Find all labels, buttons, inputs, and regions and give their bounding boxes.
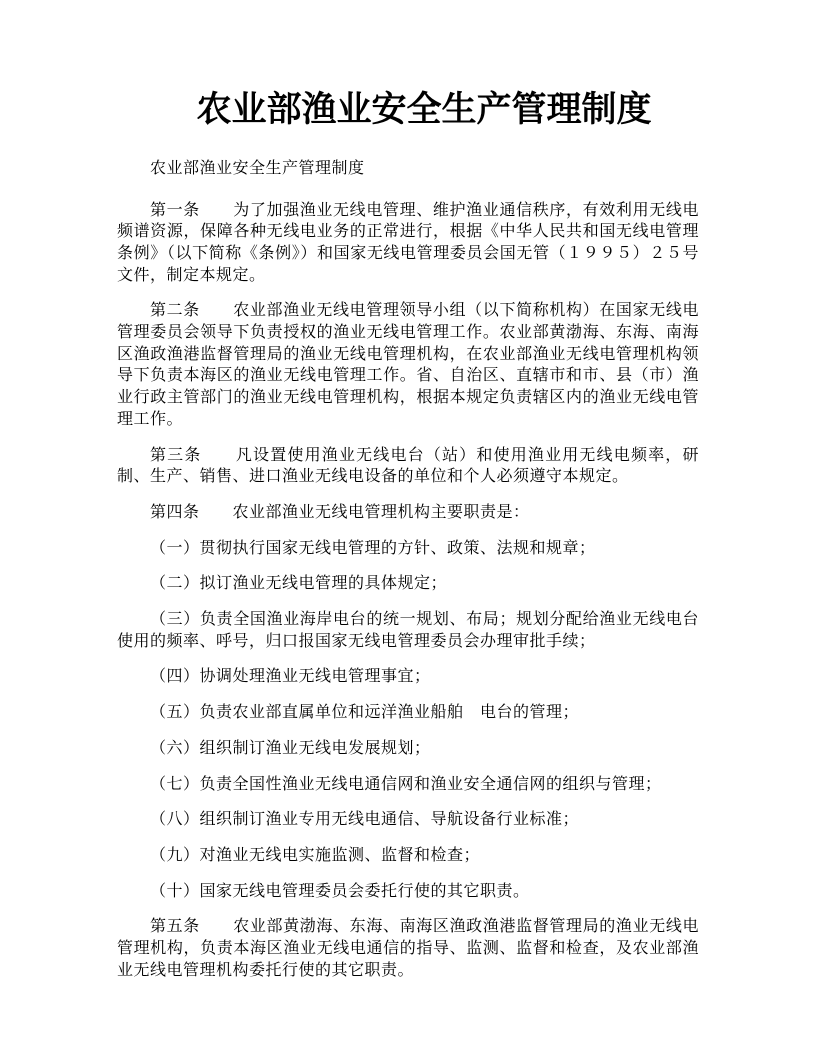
paragraph-13: （九）对渔业无线电实施监测、监督和检查；: [150, 846, 481, 864]
paragraph-11: （七）负责全国性渔业无线电通信网和渔业安全通信网的组织与管理；: [150, 775, 662, 793]
paragraph-1: 第一条 为了加强渔业无线电管理、维护渔业通信秩序，有效利用无线电频谱资源，保障各种无线电业务的正常进行，根据《中华人民共和国无线电管理条例》（以下简称《条例》）和国家无线电管理委员会国无管（１９９５）２５号文件，制定本规定。: [117, 201, 699, 284]
document-title: 农业部渔业安全生产管理制度: [196, 90, 652, 129]
document-body: [117, 200, 699, 982]
document-subtitle: 农业部渔业安全生产管理制度: [150, 159, 365, 177]
paragraph-8: （四）协调处理渔业无线电管理事宜；: [150, 668, 431, 686]
paragraph-4: 第四条 农业部渔业无线电管理机构主要职责是：: [150, 503, 530, 521]
paragraph-7: （三）负责全国渔业海岸电台的统一规划、布局；规划分配给渔业无线电台使用的频率、呼号，归口报国家无线电管理委员会办理审批手续；: [117, 611, 699, 650]
paragraph-3: 第三条 凡设置使用渔业无线电台（站）和使用渔业用无线电频率，研制、生产、销售、进口渔业无线电设备的单位和个人必须遵守本规定。: [117, 446, 699, 486]
paragraph-6: （二）拟订渔业无线电管理的具体规定；: [150, 575, 448, 593]
paragraph-5: （一）贯彻执行国家无线电管理的方针、政策、法规和规章；: [150, 539, 596, 557]
paragraph-15: 第五条 农业部黄渤海、东海、南海区渔政渔港监督管理局的渔业无线电管理机构，负责本海区渔业无线电通信的指导、监测、监督和检查，及农业部渔业无线电管理机构委托行使的其它职责。: [117, 918, 699, 979]
paragraph-12: （八）组织制订渔业专用无线电通信、导航设备行业标准；: [150, 811, 580, 829]
paragraph-9: （五）负责农业部直属单位和远洋渔业船舶 电台的管理；: [150, 704, 580, 722]
paragraph-10: （六）组织制订渔业无线电发展规划；: [150, 739, 431, 757]
paragraph-14: （十）国家无线电管理委员会委托行使的其它职责。: [150, 882, 530, 900]
paragraph-2: 第二条 农业部渔业无线电管理领导小组（以下简称机构）在国家无线电管理委员会领导下负责授权的渔业无线电管理工作。农业部黄渤海、东海、南海区渔政渔港监督管理局的渔业无线电管理机构，在农业部渔业无线电管理机构领导下负责本海区的渔业无线电管理工作。省、自治区、直辖市和市、县（市）渔业行政主管部门的渔业无线电管理机构，根据本规定负责辖区内的渔业无线电管理工作。: [117, 302, 699, 428]
